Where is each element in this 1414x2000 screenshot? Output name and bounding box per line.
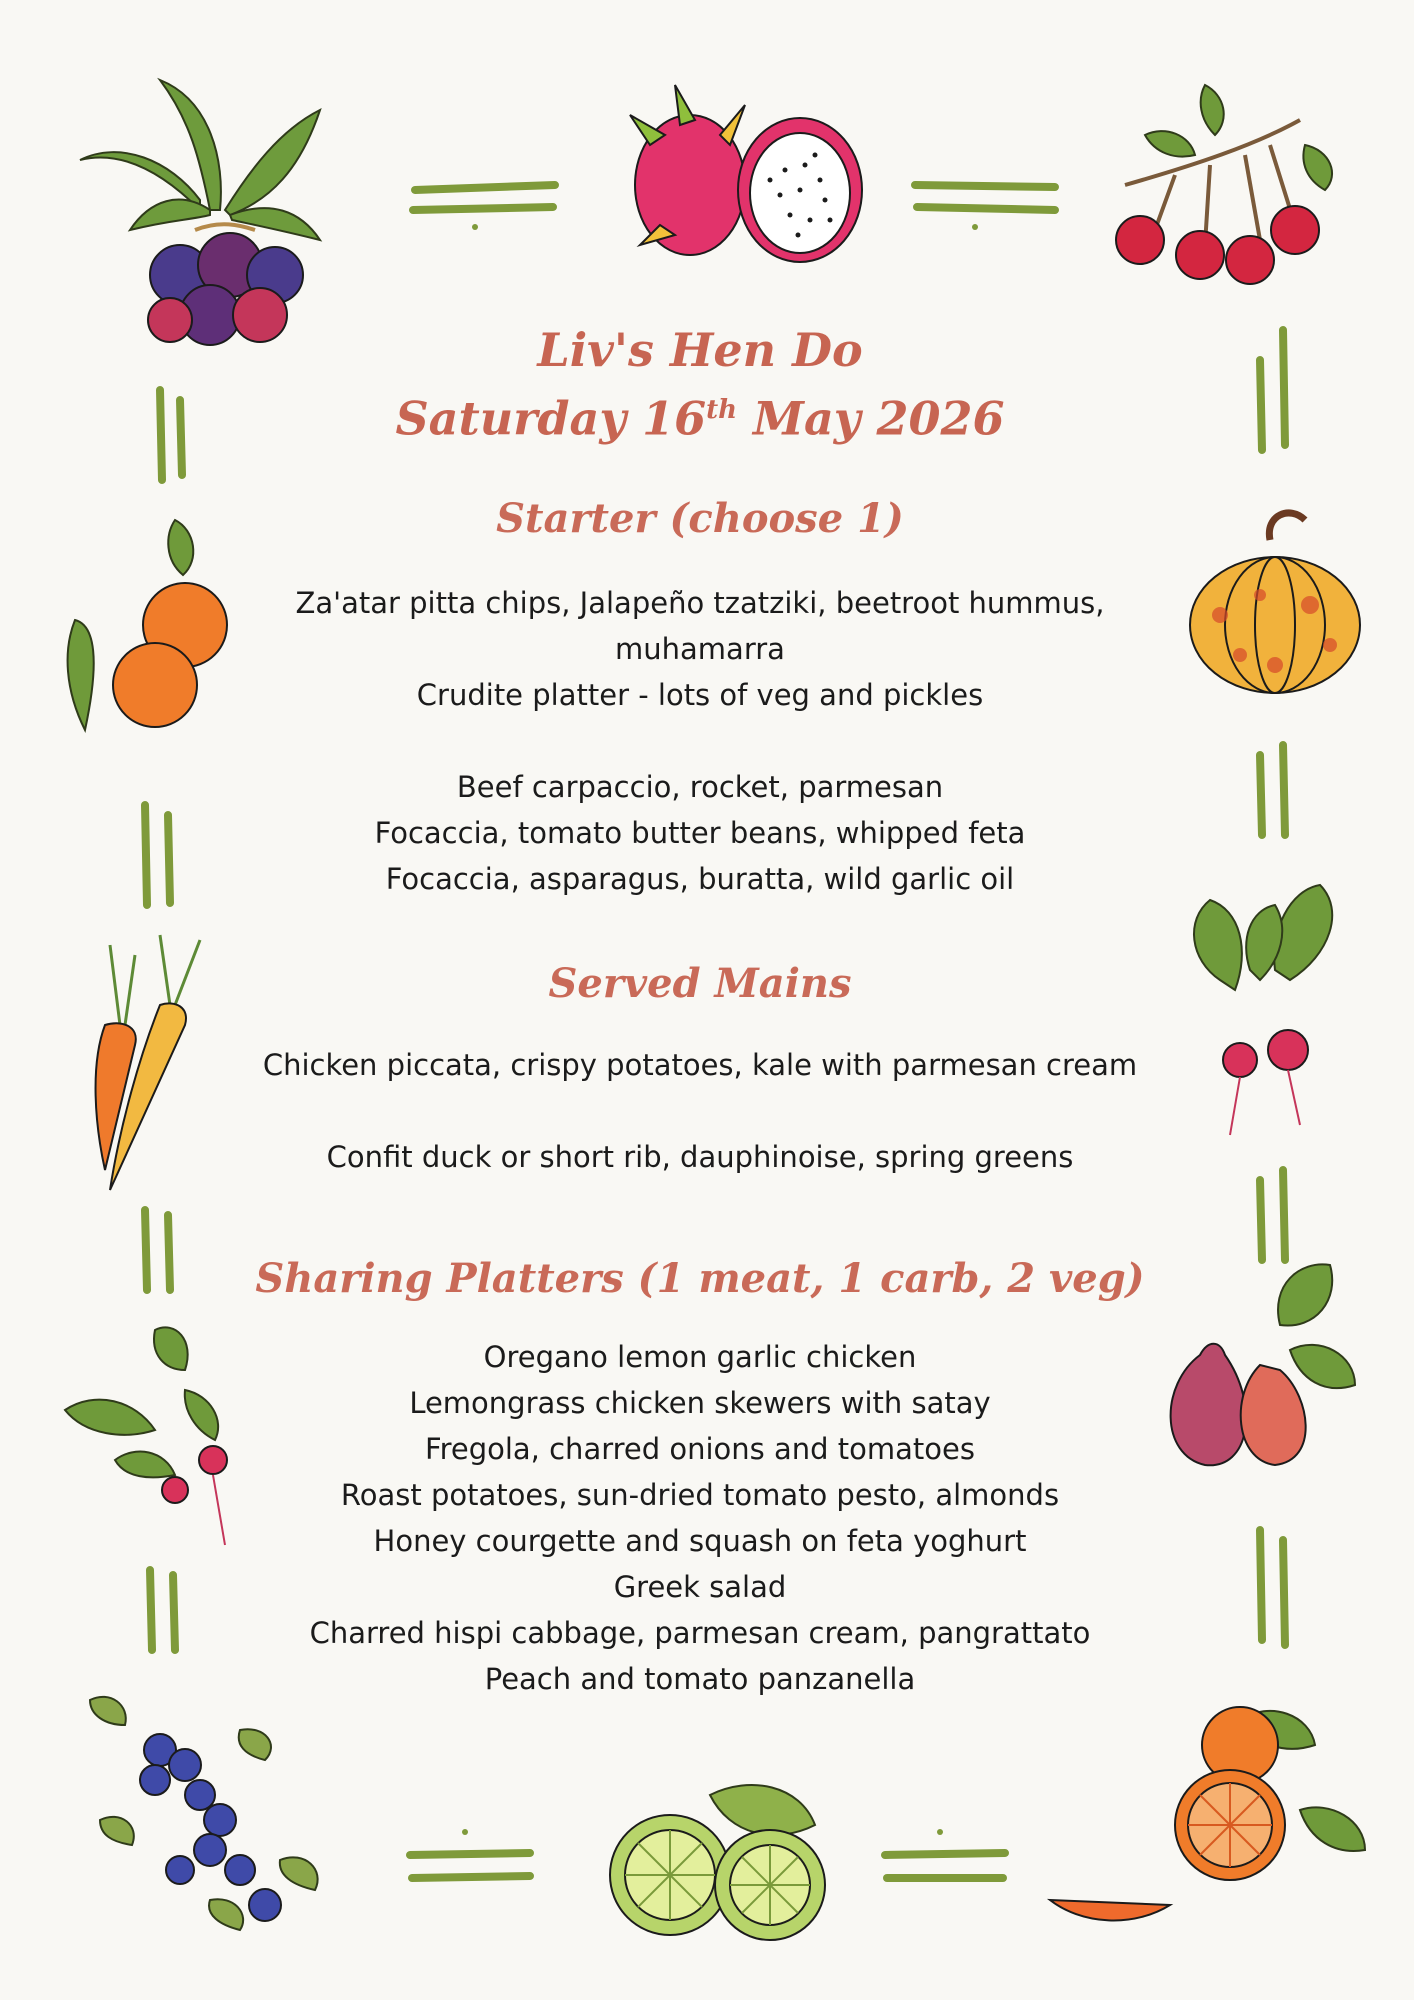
starter-item: Focaccia, asparagus, buratta, wild garlic oil [385,862,1015,896]
starter-item: Beef carpaccio, rocket, parmesan [456,770,944,804]
divider-dash-bottom-right [875,1820,1015,1900]
carrots-icon [80,925,220,1195]
dragonfruit-icon [620,75,880,275]
pumpkin-icon [1180,495,1370,705]
mains-item: Chicken piccata, crispy potatoes, kale with parmesan cream [262,1048,1138,1082]
divider-dash-top-left [405,165,565,235]
sharing-item: Charred hispi cabbage, parmesan cream, pangrattato [309,1616,1091,1650]
menu-content [200,320,1200,1696]
sharing-item: Greek salad [613,1570,787,1604]
sharing-item: Lemongrass chicken skewers with satay [409,1386,991,1420]
starter-list [260,580,1140,902]
divider-dash-top-right [905,165,1065,235]
mains-heading: Served Mains [548,960,852,1007]
cherries-icon [1085,65,1355,305]
starter-heading: Starter (choose 1) [496,495,904,542]
radish-small-icon [55,1310,255,1550]
divider-dash-right-3 [1245,1160,1305,1270]
starter-item: Crudite platter - lots of veg and pickles [416,678,984,712]
sharing-item: Honey courgette and squash on feta yoghurt [373,1524,1027,1558]
divider-dash-left-2 [130,795,190,915]
divider-dash-right-4 [1245,1520,1305,1650]
divider-dash-left-4 [135,1560,195,1660]
orange-branch-icon [55,510,245,740]
blueberries-icon [60,1670,360,1940]
divider-dash-left-1 [140,380,200,490]
divider-dash-left-3 [130,1200,190,1300]
starter-item: Focaccia, tomato butter beans, whipped feta [374,816,1026,850]
mains-item: Confit duck or short rib, dauphinoise, spring greens [326,1140,1074,1174]
mains-list [260,1042,1140,1180]
starter-item: Za'atar pitta chips, Jalapeño tzatziki, beetroot hummus, muhamarra [295,586,1105,666]
sharing-item: Peach and tomato panzanella [484,1662,916,1696]
sharing-heading: Sharing Platters (1 meat, 1 carb, 2 veg) [255,1255,1145,1302]
sharing-list [260,1334,1140,1702]
event-title: Liv's Hen Do [537,323,863,377]
sharing-item: Oregano lemon garlic chicken [483,1340,917,1374]
sharing-item: Fregola, charred onions and tomatoes [425,1432,975,1466]
divider-dash-right-2 [1245,735,1305,845]
divider-dash-right-1 [1245,320,1305,460]
orange-slice-icon [1040,1690,1370,1950]
event-date: Saturday 16th May 2026 [395,391,1005,446]
sharing-item: Roast potatoes, sun-dried tomato pesto, almonds [340,1478,1060,1512]
divider-dash-bottom-left [400,1820,540,1900]
radish-icon [1180,870,1360,1140]
lime-icon [600,1765,840,1945]
